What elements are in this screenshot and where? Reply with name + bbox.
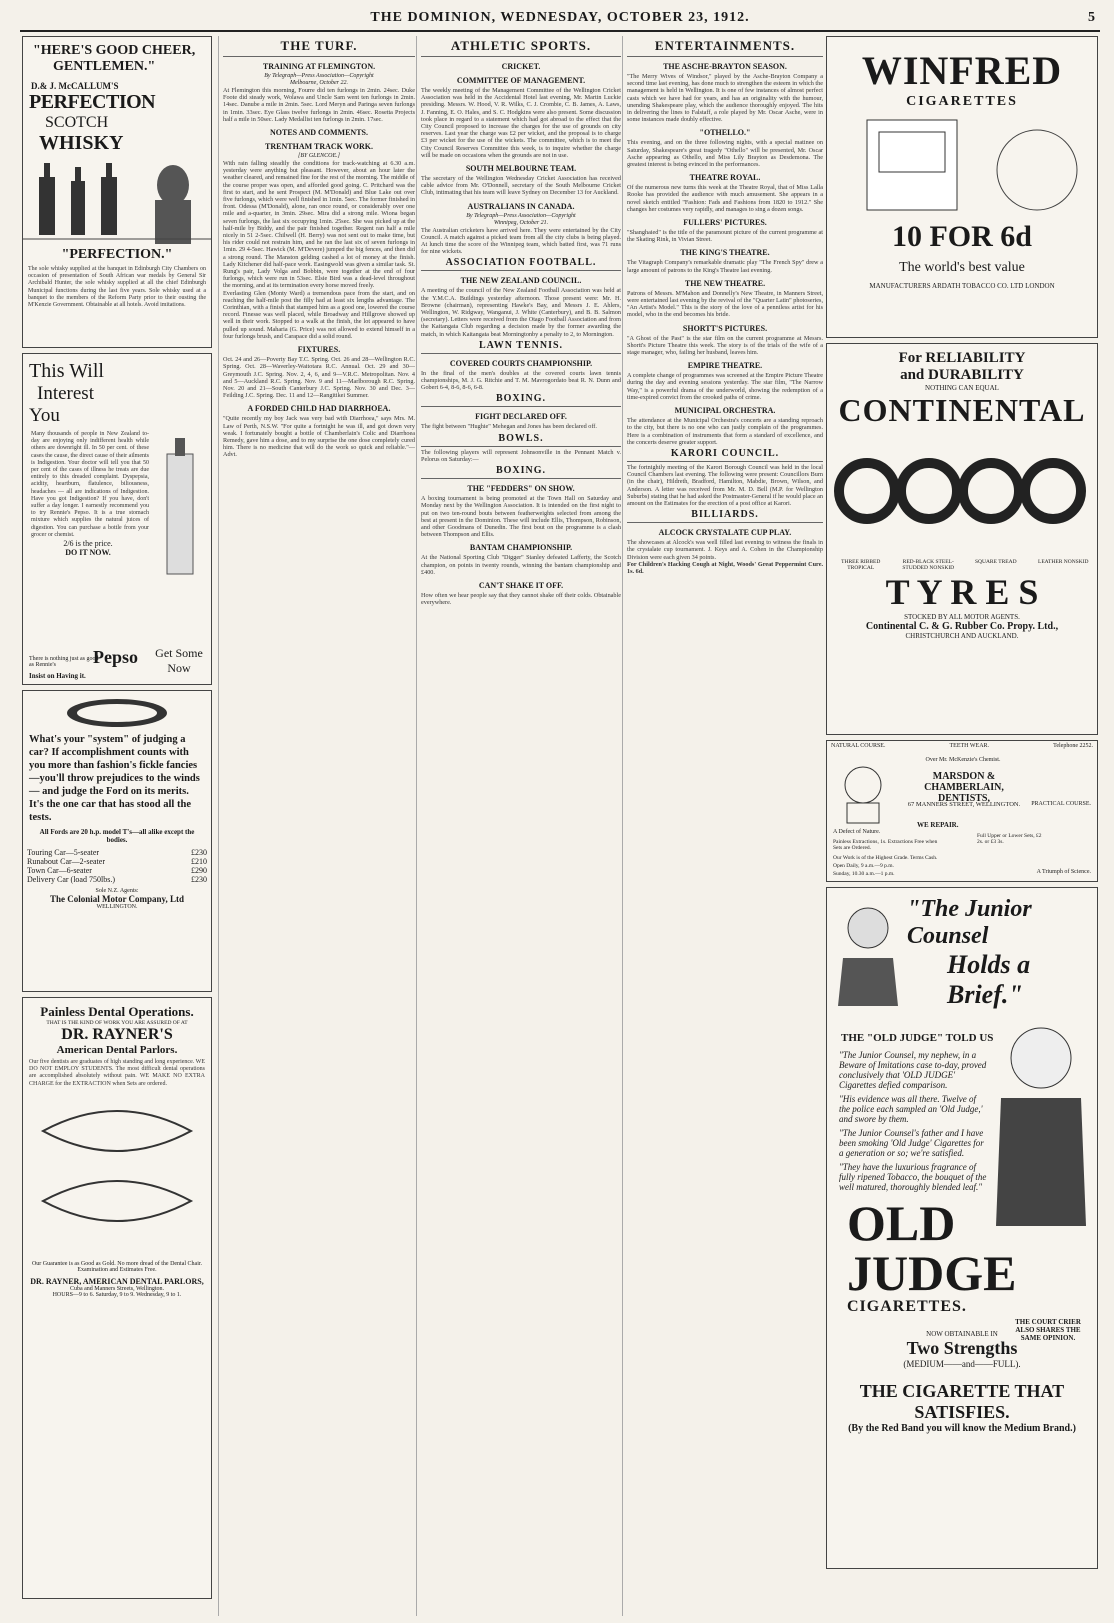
pepso-price: 2/6 is the price.: [63, 539, 113, 549]
dental-title: Painless Dental Operations.: [40, 1004, 194, 1019]
column-3-athletic-sports: [416, 36, 621, 1616]
turf-heading: THE TURF.: [223, 38, 415, 57]
turf-subheading: A FORDED CHILD HAD DIARRHOEA.: [247, 404, 391, 414]
judge-cigarettes: CIGARETTES.: [847, 1298, 967, 1315]
old-judge-illustration: [991, 1008, 1091, 1228]
column-5: [826, 36, 1098, 1616]
tread-label: LEATHER NONSKID: [1037, 559, 1089, 565]
tyres-illustration: [827, 429, 1097, 559]
pepso-brand: Pepso: [93, 647, 138, 667]
whisky-bottles-and-soldier-illustration: [23, 155, 211, 247]
dental-address: Cuba and Manners Streets, Wellington.: [69, 1285, 165, 1292]
ent-paragraph: The attendance at the Municipal Orchestra's concerts are a standing reproach to the city, but there is no one who can justly complain of the programmes. Here is a combination of instruments that form a standard of excellence, and the concerts deserve greater support.: [627, 417, 823, 446]
turf-subheading: TRAINING AT FLEMINGTON.: [262, 62, 376, 71]
junior-counsel-illustration: [833, 898, 903, 1008]
athletic-paragraph: In the final of the men's doubles at the covered courts lawn tennis championships, M. J. G. Ritchie and T. M. Mavrogordato beat R. N. Dunn and Gobert 6-4, 8-6, 8-6, 6-8.: [421, 369, 621, 392]
dental-hours: HOURS—9 to 6. Saturday, 9 to 9. Wednesday, 9 to 1.: [52, 1291, 182, 1298]
athletic-section-heading: BOXING.: [421, 465, 621, 479]
pepso-cta: DO IT NOW.: [65, 548, 111, 558]
pepso-insist: Insist on Having it.: [29, 672, 86, 680]
turf-subheading: NOTES AND COMMENTS.: [269, 128, 368, 138]
judge-quote: "The Junior Counsel, my nephew, in a Beware of Imitations case to-day, proved conclusively that 'OLD JUDGE' Cigarettes defied comparison.: [839, 1050, 987, 1090]
ford-note: All Fords are 20 h.p. model T's—all alike except the bodies.: [39, 828, 195, 844]
ent-paragraph: "The Merry Wives of Windsor," played by the Asche-Brayton Company a second time last evening, has done much to strengthen the esteem in which the management is held in Wellington. It is one of few instances of almost perfect casts which we have had for years, and has an originality with the humour, unending Shakespeare play, which the audience thoroughly enjoyed. The hits in delivering the lines to Falstaff, a role played by Mr. Oscar Asche, were in some instances made doubly effective.: [627, 73, 823, 124]
pepso-ad: [22, 353, 212, 685]
turf-byline: [BY GLENCOE.]: [297, 153, 340, 160]
ford-agent: The Colonial Motor Company, Ltd: [49, 894, 185, 904]
dentist-fees: Painless Extractions, 1s. Extractions Free when Sets are Ordered.: [833, 839, 938, 851]
athletic-byline: By Telegraph—Press Association—Copyright: [466, 212, 576, 219]
athletic-subheading: BANTAM CHAMPIONSHIP.: [469, 543, 573, 553]
continental-line-1: For RELIABILITY: [898, 350, 1026, 366]
dentist-address: 67 MANNERS STREET, WELLINGTON.: [907, 801, 1021, 808]
column-4-entertainments: [622, 36, 823, 1616]
billiards-heading: BILLIARDS.: [627, 509, 823, 523]
page-number: 5: [1088, 10, 1096, 25]
turf-subheading: TRENTHAM TRACK WORK.: [265, 142, 373, 152]
athletic-subheading: THE NEW ZEALAND COUNCIL.: [460, 276, 582, 286]
judge-satisfies: THE CIGARETTE THAT SATISFIES.: [859, 1381, 1065, 1422]
ent-subheading: ALCOCK CRYSTALATE CUP PLAY.: [658, 528, 792, 538]
ent-subheading: THE KING'S THEATRE.: [680, 248, 770, 258]
athletic-subheading: CRICKET.: [501, 62, 541, 71]
ford-agents-label: Sole N.Z. Agents:: [95, 888, 139, 894]
ent-paragraph: The showcases at Alcock's was well filled last evening to witness the finals in the crystalate cup tournament. J. Keys and A. Cohen in the Championship Division were each given 34 points.: [627, 539, 823, 561]
pepso-title-3: You: [29, 405, 60, 426]
athletic-subheading: CAN'T SHAKE IT OFF.: [478, 580, 564, 590]
ent-subheading: SHORTT'S PICTURES.: [682, 323, 768, 333]
whisky-ad: [22, 36, 212, 348]
continental-cities: CHRISTCHURCH AND AUCKLAND.: [905, 632, 1019, 640]
athletic-subheading: FIGHT DECLARED OFF.: [475, 412, 567, 422]
dentist-over: Over Mr. McKenzie's Chemist.: [925, 757, 1001, 763]
dentist-plates: Full Upper or Lower Sets, £2 2s. or £3 3s.: [977, 833, 1042, 845]
pepso-copy: Many thousands of people in New Zealand to-day are enjoying only indifferent health while others are downright ill. In 50 per cent. of these cases the cause, the direct cause of their ailments is Indigestion. Your doctor will tell you that 50 per cent of the cases of illness he treats are due entirely to this dreaded complaint. Dyspepsia, acidity, heartburn, flatulence, biliousness, headaches — all are indications of Indigestion. Have you got Indigestion? If you have, don't suffer a day longer. I earnestly recommend you to try Rennie's Pepso. It is a true stomach mixture which supplies the natural juices of digestion. You can purchase a bottle from your grocer or chemist.: [31, 431, 149, 538]
judge-title-2: Holds a Brief.": [947, 950, 1031, 1009]
old-judge-ad: [826, 887, 1098, 1569]
whisky-tagline: "PERFECTION.": [61, 247, 173, 262]
ford-ad: [22, 690, 212, 992]
turf-paragraph: Everlasting Glen (Monty Ward) a tremendous pace from the start, and on reaching the half-mile post the filly had at least six lengths advantage. The Corinthian, with a finish that stamped him as a good one, lowered the course record. Finesse was well placed, while Broadway and Hillgrove showed up well in their work. Stopped to a walk at the finish, the lot appeared to have pulled up sound. Maharia (G. Price) was not allowed to extend himself in a four furlongs brush, and Carapace did a solid round.: [223, 289, 415, 340]
athletic-section-heading: BOWLS.: [421, 433, 621, 447]
turf-paragraph: With rain falling steadily the conditions for track-watching at 6.30 a.m. yesterday were anything but pleasant. However, about an hour later the weather cleared, and remained fine for the rest of the morning. The middle of the course proper was open, and afforded good going. C. Pritchard was the first to start, and he sent Prospect (M. M'Donald) and Blue Lake out over five furlongs, which were well finished in 1min. 5sec. The former finished in front. Odessa (M'Donald), alone, ran once round, or considerably over one mile and a-quarter, in 3min. 29sec. Mira did a strong mile. Wiona began seven furlongs, the last six occupying 1min. 25sec. She was picked up at the half-mile by Biddy, and the pair finished together. Regent ran half a mile nicely in 51 2-5sec. Chilwell (H. Berry) was not sent out to make time, but his rider could not restrain him, and he ran the last six of seven furlongs in 1min. 29 4-5sec. Hawick (M. M'Devere) jumped the big fences, and then did a strong round. The Manston gelding cashed a lot of money at the finish. Lady Kitchener did half-pace work. Easingwold was given a similar task. St. Rung's pair, Lady Volga and Bobbin, were together at the end of four furlongs, which were run in 53sec. Elsie Bird was a dead-level throughout the morning, and at its termination every horse moved freely.: [223, 160, 415, 290]
judge-band: (By the Red Band you will know the Medium Brand.): [848, 1423, 1076, 1434]
column-2-turf: [218, 36, 415, 1616]
athletic-paragraph: The fight between "Hughie" Mehegan and Jones has been declared off.: [421, 423, 597, 431]
turf-byline: By Telegraph—Press Association—Copyright: [264, 73, 374, 79]
continental-line-2: and DURABILITY: [900, 367, 1024, 383]
ford-question: What's your "system" of judging a car? If accomplishment counts with you more than fashion's fickle fancies—you'll throw prejudices to the winds — and judge the Ford on its merits. It's the one car that has stood all the tests.: [29, 734, 200, 823]
athletic-paragraph: How often we hear people say that they cannot shake off their colds. Obtainable everywhere.: [421, 591, 621, 607]
athletic-section-heading: ASSOCIATION FOOTBALL.: [421, 257, 621, 271]
continental-line-3: NOTHING CAN EQUAL: [925, 384, 999, 392]
dentist-header: NATURAL COURSE. TEETH WEAR. Telephone 2252.: [831, 743, 1093, 749]
dentist-open: Open Daily, 9 a.m.—9 p.m.: [833, 863, 894, 869]
winfred-ad: [826, 36, 1098, 338]
pepso-title-1: This Will: [29, 360, 104, 382]
athletic-paragraph: A meeting of the council of the New Zealand Football Association was held at the Y.M.C.A. Buildings yesterday afternoon. Those present were: Mr. H. Browne (chairman), representing Hawke's Bay, and Messrs J. E. Ahlers, Wellington, W. Ridgway, Wanganui, J. White (Canterbury), and B. B. Salmon (secretary). Letters were received from the Otago Football Association and from the Kaitangata Club regarding a decision made by the former awarding the match, in which Kaitangata beat Morningtonby a penalty to 2, to Mornington.: [421, 287, 621, 338]
cigarette-box-illustration: [827, 110, 1097, 220]
athletic-paragraph: A boxing tournament is being promoted at the Town Hall on Saturday and Monday next by the Wellington Association. It is intended on the first night to put on two ten-round bouts between featherweights selected from among the best at present in the Dominion. These will include Ellis, Thompson, Robinson, and other Goodmans of Dunedin. The first bout on the programme is a clash between Thompson and Ellis.: [421, 495, 621, 539]
judge-told: THE "OLD JUDGE" TOLD US: [841, 1032, 994, 1044]
athletic-subheading: AUSTRALIANS IN CANADA.: [467, 201, 575, 211]
ent-subheading: EMPIRE THEATRE.: [687, 361, 763, 371]
pepso-bottle-icon: [155, 434, 205, 584]
athletic-paragraph: The following players will represent Johnsonville in the Pennant Match v. Pelorus on Saturday:—: [421, 448, 621, 463]
ent-subheading: MUNICIPAL ORCHESTRA.: [674, 406, 776, 416]
ford-price-list: [23, 848, 211, 884]
dental-name: DR. RAYNER'S: [61, 1026, 173, 1043]
athletic-section-heading: BOXING.: [421, 393, 621, 407]
whisky-title-1: "HERE'S GOOD CHEER,: [33, 43, 196, 58]
ent-paragraph: The fortnightly meeting of the Karori Borough Council was held in the local Council Chambers last evening. The following were present: Councillors Burn (in the chair), Hildreth, Bradford, Hamilton, Mabdie, Brown, Wilson, and Anderson. A letter was received from Mr. M. D. Bell (M.P. for Wellington Suburbs) stating that he had asked the Postmaster-General if he would place an amount on the Estimates for the erection of a post office at Karori.: [627, 463, 823, 507]
judge-strengths: Two Strengths: [906, 1338, 1018, 1358]
dentist-practical: PRACTICAL COURSE.: [1031, 801, 1091, 807]
ent-paragraph: A complete change of programmes was screened at the Empire Picture Theatre during the day and evening sessions yesterday. The star film, "The Narrow Way," is a powerful drama of the underworld, showing the redemption of a time-expired convict from the crooked paths of crime.: [627, 372, 823, 401]
dental-parlors: American Dental Parlors.: [56, 1044, 178, 1056]
whisky-brand: PERFECTION: [29, 91, 156, 113]
athletic-subheading: COMMITTEE OF MANAGEMENT.: [456, 76, 586, 85]
ent-subheading: THEATRE ROYAL.: [689, 173, 761, 183]
ent-paragraph: "Shanghaied" is the title of the paramount picture of the current programme at the Skating Rink, in Vivian Street.: [627, 229, 823, 244]
winfred-subtitle: CIGARETTES: [906, 94, 1018, 109]
tread-label: RED-BLACK STEEL-STUDDED NONSKID: [902, 559, 955, 571]
ford-price-row: Touring Car—5-seater £230: [27, 848, 207, 857]
ent-paragraph: The Vitagraph Company's remarkable dramatic play "The French Spy" drew a large amount of patrons to the King's Theatre last evening.: [627, 259, 823, 274]
column-1: [22, 36, 212, 1616]
continental-brand: CONTINENTAL: [838, 392, 1086, 428]
dental-ad: [22, 997, 212, 1599]
dental-subtitle: THAT IS THE KIND OF WORK YOU ARE ASSURED OF AT: [46, 1020, 188, 1026]
ent-footnote: For Children's Hacking Cough at Night, Woods' Great Peppermint Cure. 1s. 6d.: [627, 560, 823, 575]
turf-dateline: Melbourne, October 22.: [290, 80, 348, 86]
athletic-dateline: Winnipeg, October 21.: [493, 219, 549, 226]
athletic-paragraph: The Australian cricketers have arrived here. They were entertained by the City Council. A match against a picked team from all the city clubs is being played. At lunch time the score of the Winnipeg team, which batted first, was 71 runs for nine wickets.: [421, 226, 621, 256]
ent-subheading: THE NEW THEATRE.: [684, 278, 766, 288]
newspaper-title: THE DOMINION, WEDNESDAY, OCTOBER 23, 1912.: [370, 10, 750, 25]
turf-paragraph: At Flemington this morning, Fourre did ten furlongs in 2min. 24sec. Duke Foote did steady work, Wolawa and Uncle Sam went ten furlongs in 2min. 14sec. Danube a mile in 2min. 5sec. Lord Meryn and Paringa seven furlongs in 1min. 33sec. Eye Glass twelve furlongs in 2min. 46sec. Rosetta Projects half a mile in 50sec. Lady Medallist ten furlongs in 2min. 17sec.: [223, 87, 415, 123]
continental-ad: [826, 343, 1098, 735]
masthead: [20, 8, 1100, 32]
ford-price-row: Delivery Car (load 750lbs.) £230: [27, 875, 207, 884]
athletic-subheading: THE "FEDDERS" ON SHOW.: [467, 484, 575, 494]
ent-paragraph: "A Ghost of the Past" is the star film on the current programme at Messrs. Shortt's Picture Theatre this week. The story is of the trials of the wife of a stage manager, who, failing her husband, leaves him.: [627, 334, 823, 357]
judge-quote: "His evidence was all there. Twelve of the police each sampled an 'Old Judge,' and swore by them.: [839, 1094, 983, 1124]
judge-brand-1: OLD: [847, 1195, 956, 1251]
whisky-title-2: GENTLEMEN.": [53, 59, 156, 74]
continental-stocked: STOCKED BY ALL MOTOR AGENTS.: [904, 613, 1020, 621]
dental-copy: Our five dentists are graduates of high standing and long experience. WE DO NOT EMPLOY STUDENTS. The most difficult dental operations are accomplished absolutely without pain. WE MAKE NO EXTRA CHARGE for the EXTRACTION when Sets are ordered.: [29, 1059, 205, 1087]
judge-quote: "The Junior Counsel's father and I have been smoking 'Old Judge' Cigarettes for a generation or so; we're satisfied.: [839, 1128, 984, 1158]
dentist-ad: [826, 740, 1098, 882]
ent-subheading: THE ASCHE-BRAYTON SEASON.: [663, 62, 787, 71]
athletic-paragraph: At the National Sporting Club "Digger" Stanley defeated Lafferty, the Scotch champion, on points in twenty rounds, winning the bantam championship and £400.: [421, 554, 621, 576]
ent-paragraph: Patrons of Messrs. M'Mahon and Donnelly's New Theatre, in Manners Street, were entertained last evening by the revival of the "Quarter Latin" photoseries, "An Artist's Model." This is the story of the love of a penniless artist for his model, who in the end becomes his bride.: [627, 289, 823, 319]
ent-paragraph: This evening, and on the three following nights, with a special matinee on Saturday, Shakespeare's great tragedy "Othello" will be presented, Mr. Oscar Asche appearing as Othello, and Miss Lily Brayton as Desdemona. The greatest interest is being evinced in the performances.: [627, 139, 823, 169]
dentures-illustration: [23, 1091, 211, 1261]
winfred-price: 10 FOR 6d: [891, 220, 1032, 253]
continental-tyres: T Y R E S: [885, 572, 1039, 612]
pepso-get-some: Get Some Now: [155, 646, 203, 675]
whisky-brand-2: SCOTCH: [45, 114, 109, 131]
ford-city: WELLINGTON.: [96, 904, 138, 910]
winfred-tagline: The world's best value: [899, 260, 1025, 275]
athletic-section-heading: LAWN TENNIS.: [421, 340, 621, 354]
man-with-toothache-illustration: [833, 757, 893, 827]
athletic-heading: ATHLETIC SPORTS.: [421, 38, 621, 57]
dentist-triumph: A Triumph of Science.: [1036, 869, 1091, 875]
whisky-copy: The sole whisky supplied at the banquet in Edinburgh City Chambers on occasion of presentation of South African war medals by General Sir Archibald Hunter, the sole whisky supplied at all the chief Edinburgh Municipal functions during the last five years. Sole whisky used at a banquet to the members of the Reform Party prior to their ousting the M'Kenzie Government. Obtainable at all hotels. Avoid imitations.: [28, 266, 206, 309]
tread-label: SQUARE TREAD: [974, 559, 1017, 565]
ent-subheading: "OTHELLO.": [699, 128, 751, 138]
judge-crier: THE COURT CRIER ALSO SHARES THE SAME OPINION.: [1015, 1318, 1081, 1342]
dentist-defect: A Defect of Nature.: [833, 829, 881, 835]
judge-types: (MEDIUM——and——FULL).: [903, 1359, 1021, 1369]
winfred-maker: MANUFACTURERS ARDATH TOBACCO CO. LTD LONDON: [869, 282, 1055, 290]
dentist-repair: WE REPAIR.: [917, 821, 959, 829]
judge-now: NOW OBTAINABLE IN: [926, 1330, 998, 1338]
dentist-sunday: Sunday, 10.30 a.m.—1 p.m.: [833, 871, 895, 877]
whisky-maker: D.& J. McCALLUM'S: [31, 81, 119, 91]
dentist-work: Our Work is of the Highest Grade. Terms Cash.: [833, 855, 938, 861]
ent-subheading: FULLERS' PICTURES.: [683, 218, 767, 228]
entertainments-heading: ENTERTAINMENTS.: [627, 38, 823, 57]
judge-brand-2: JUDGE: [847, 1245, 1017, 1301]
turf-fixtures: Oct. 24 and 26—Poverty Bay T.C. Spring. Oct. 26 and 28—Wellington R.C. Spring. Oct. 28—Waverley-Waitotara R.C. Annual. Oct. 29 and 30—Greymouth J.C. Spring. Nov. 2, 4, 6, and 9—V.R.C. Metropolitan. Nov. 4 and 5—Auckland R.C. Spring. Nov. 9 and 11—Marlborough R.C. Spring. Nov. 20 and 21—South Canterbury J.C. Spring. Nov. 30 and Dec. 3—Feilding J.C. Spring. Dec. 11 and 12—Rangitikei Summer.: [223, 356, 415, 400]
pepso-footnote: There is nothing just as good as Rennie's: [29, 656, 99, 668]
dental-footer: DR. RAYNER, AMERICAN DENTAL PARLORS,: [30, 1276, 204, 1286]
ford-price-row: Town Car—6-seater £290: [27, 866, 207, 875]
turf-subheading: FIXTURES.: [297, 345, 341, 355]
dentist-names: MARSDON & CHAMBERLAIN, DENTISTS,: [924, 771, 1004, 804]
judge-quote: "They have the luxurious fragrance of fully ripened Tobacco, the bouquet of the well matured, thoroughly blended leaf.": [839, 1162, 987, 1192]
whisky-brand-3: WHISKY: [39, 132, 124, 154]
judge-title-1: "The Junior Counsel: [907, 896, 1032, 949]
athletic-subheading: SOUTH MELBOURNE TEAM.: [465, 164, 577, 174]
continental-agent: Continental C. & G. Rubber Co. Propy. Ltd.,: [865, 621, 1059, 632]
pepso-title-2: Interest: [37, 383, 94, 404]
karori-heading: KARORI COUNCIL.: [627, 448, 823, 462]
ford-logo-illustration: [23, 691, 211, 731]
dental-guarantee: Our Guarantee is as Good as Gold. No more dread of the Dental Chair. Examination and Estimates Free.: [31, 1260, 203, 1273]
turf-paragraph: "Quite recently my boy Jack was very bad with Diarrhoea," says Mrs. M. Law of Perth, N.S.W. "For quite a fortnight he was ill, and got down very weak. I fortunately bought a bottle of Chamberlain's Colic and Diarrhoea Remedy, gave him a dose, and to my surprise the one dose completely cured him. There is no medicine that will do the work so quick and reliable."—Advt.: [223, 415, 415, 459]
ford-price-row: Runabout Car—2-seater £210: [27, 857, 207, 866]
athletic-paragraph: The weekly meeting of the Management Committee of the Wellington Cricket Association was held in the Accidental Hotel last evening, Mr. Martin Luckie presiding. Messrs. W. Hood, V. R. Wilks, C. J. Crombie, C. B. James, A. Laws, J. Fanning, E. O. Hales, and S. C. Hodgkins were also present. Some discussion took place in regard to a statement which had got abroad to the effect that the City Council proposed to increase the charges for the use of grounds on city reserves. Last year the charge was £2 per wicket, and the proposal is to charge £3 per wicket for the use of the wickets. The committee, which is to meet the City Council Reserves Committee this week, is to inquire whether the charge will be made on occasions when the grounds are not in use.: [421, 87, 621, 159]
tread-label: THREE RIBBED TROPICAL: [841, 559, 881, 571]
tread-labels: [827, 559, 1097, 571]
athletic-paragraph: The secretary of the Wellington Wednesday Cricket Association has received cable advice from Mr. O'Donnell, secretary of the South Melbourne Cricket Club, intimating that his team will leave Sydney on December 13 for Auckland.: [421, 175, 621, 197]
ent-paragraph: Of the numerous new turns this week at the Theatre Royal, that of Miss Lalla Rooke has provided the audience with much amusement. She appears in a novel sketch entitled "Fashion: Fads and Fashions from 1820 to 1912." She changes her costumes very rapidly, and manages to sing a dozen songs.: [627, 184, 823, 213]
winfred-brand: WINFRED: [861, 48, 1063, 93]
athletic-subheading: COVERED COURTS CHAMPIONSHIP.: [449, 358, 593, 368]
